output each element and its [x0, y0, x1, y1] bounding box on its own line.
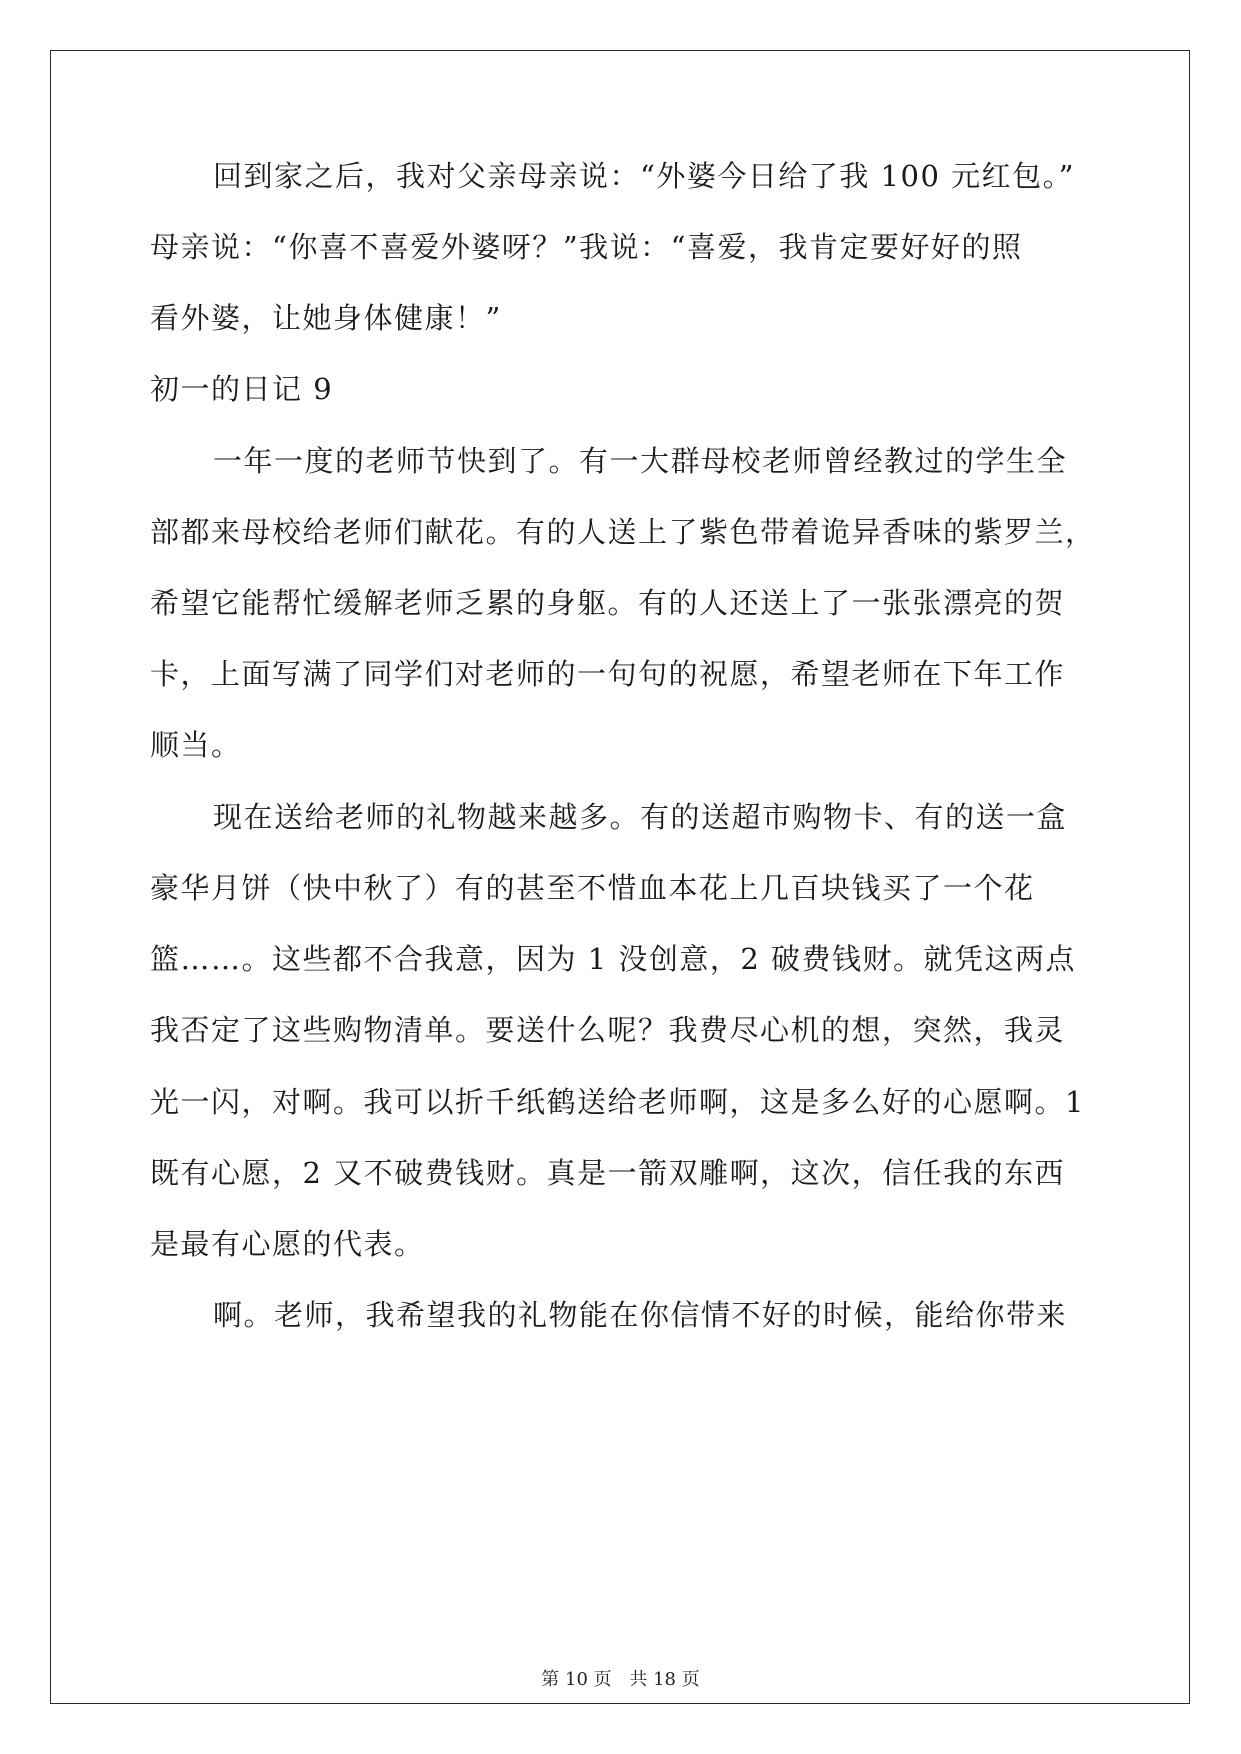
text-line: 是最有心愿的代表。 [150, 1227, 425, 1261]
page-footer [0, 1668, 1241, 1692]
text-line: 部都来母校给老师们献花。有的人送上了紫色带着诡异香味的紫罗兰， [150, 515, 1096, 549]
text-line: 卡，上面写满了同学们对老师的一句句的祝愿，希望老师在下年工作 [150, 657, 1066, 691]
text-line: 希望它能帮忙缓解老师乏累的身躯。有的人还送上了一张张漂亮的贺 [150, 586, 1066, 620]
text-line: 回到家之后，我对父亲母亲说：“外婆今日给了我 100 元红包。” [213, 159, 1075, 193]
text-line: 看外婆，让她身体健康！” [150, 301, 502, 335]
section-heading: 初一的日记 9 [150, 372, 334, 406]
page-number: 第 10 页 [541, 1669, 612, 1690]
text-line: 啊。老师，我希望我的礼物能在你信情不好的时候，能给你带来 [213, 1298, 1068, 1332]
text-line: 光一闪，对啊。我可以折千纸鹤送给老师啊，这是多么好的心愿啊。1 [150, 1085, 1085, 1119]
text-line: 我否定了这些购物清单。要送什么呢？我费尽心机的想，突然，我灵 [150, 1013, 1066, 1047]
page-total: 共 18 页 [629, 1669, 700, 1690]
text-line: 既有心愿，2 又不破费钱财。真是一箭双雕啊，这次，信任我的东西 [150, 1156, 1066, 1190]
text-line: 一年一度的老师节快到了。有一大群母校老师曾经教过的学生全 [213, 444, 1068, 478]
text-line: 现在送给老师的礼物越来越多。有的送超市购物卡、有的送一盒 [213, 800, 1068, 834]
text-line: 顺当。 [150, 728, 242, 762]
text-line: 篮……。这些都不合我意，因为 1 没创意，2 破费钱财。就凭这两点 [150, 942, 1077, 976]
text-line: 母亲说：“你喜不喜爱外婆呀？”我说：“喜爱，我肯定要好好的照 [150, 230, 1023, 264]
text-line: 豪华月饼（快中秋了）有的甚至不惜血本花上几百块钱买了一个花 [150, 871, 1035, 905]
